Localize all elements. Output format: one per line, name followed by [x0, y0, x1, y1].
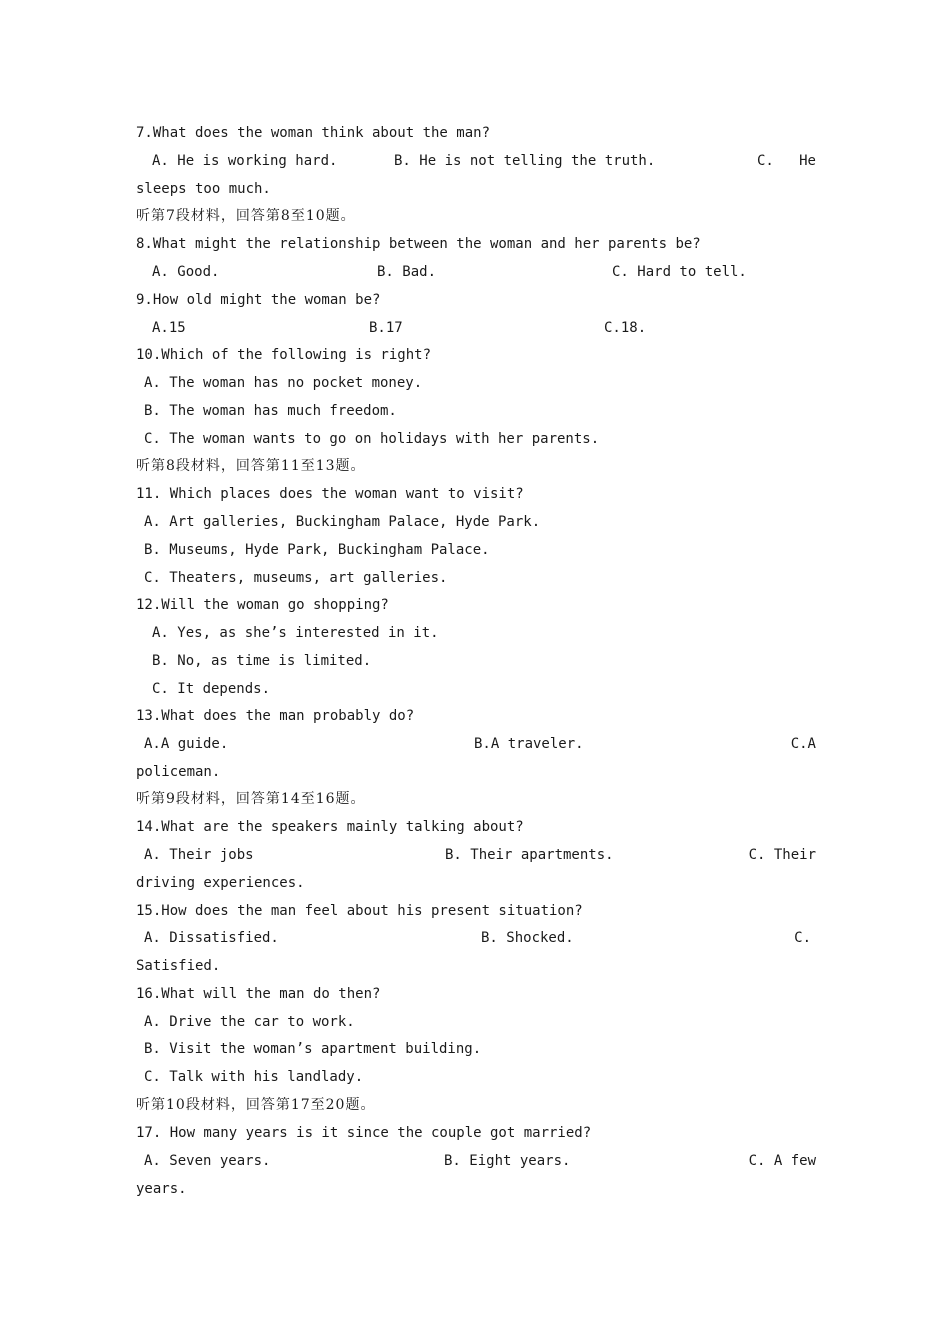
q14-options-row: [136, 845, 816, 865]
q11-option-c-row: [136, 568, 816, 588]
q12-stem: 12.Will the woman go shopping?: [136, 597, 389, 613]
q15-option-c-tail: Satisfied.: [136, 958, 221, 974]
q7-option-a: A. He is working hard.: [152, 153, 338, 169]
q10-stem: 10.Which of the following is right?: [136, 347, 432, 363]
q7-option-b: B. He is not telling the truth.: [394, 153, 656, 169]
q11-option-b-row: [136, 540, 816, 560]
q9-options-row: [136, 318, 816, 338]
q7-options-row: [136, 151, 816, 171]
q7-option-c-tail: sleeps too much.: [136, 181, 271, 197]
q12-option-b-row: [136, 651, 816, 671]
q14-option-b: B. Their apartments.: [445, 847, 614, 863]
q15-option-a: A. Dissatisfied.: [144, 930, 279, 946]
q10-option-b-row: [136, 401, 816, 421]
q16-option-a: A. Drive the car to work.: [144, 1014, 355, 1030]
section-10-heading: 听第10段材料，回答第17至20题。: [136, 1097, 376, 1113]
q17-option-b: B. Eight years.: [444, 1153, 571, 1169]
q7-option-c-head: C. He: [756, 153, 816, 169]
q15-option-b: B. Shocked.: [481, 930, 574, 946]
q9-stem: 9.How old might the woman be?: [136, 292, 381, 308]
q8-option-b: B. Bad.: [377, 264, 437, 280]
section-9-heading: 听第9段材料，回答第14至16题。: [136, 791, 366, 807]
q7-stem: 7.What does the woman think about the man?: [136, 125, 491, 141]
q8-options-row: [136, 262, 816, 282]
q12-option-c: C. It depends.: [152, 681, 271, 697]
q11-option-c: C. Theaters, museums, art galleries.: [144, 570, 448, 586]
q11-stem: 11. Which places does the woman want to visit?: [136, 486, 524, 502]
q14-stem: 14.What are the speakers mainly talking about?: [136, 819, 524, 835]
q16-stem: 16.What will the man do then?: [136, 986, 381, 1002]
q14-option-c-head: C. Their: [748, 847, 816, 863]
q13-stem: 13.What does the man probably do?: [136, 708, 415, 724]
q17-options-row: [136, 1151, 816, 1171]
q10-option-a-row: [136, 373, 816, 393]
q8-stem: 8.What might the relationship between the woman and her parents be?: [136, 236, 701, 252]
q13-options-row: [136, 734, 816, 754]
q13-option-a: A.A guide.: [144, 736, 229, 752]
q11-option-a: A. Art galleries, Buckingham Palace, Hyde Park.: [144, 514, 541, 530]
q10-option-c: C. The woman wants to go on holidays with her parents.: [144, 431, 600, 447]
q15-option-c-head: C.: [794, 930, 811, 946]
q8-option-c: C. Hard to tell.: [612, 264, 747, 280]
q9-option-a: A.15: [152, 320, 186, 336]
q17-option-c-tail: years.: [136, 1181, 187, 1197]
q9-option-c: C.18.: [604, 320, 647, 336]
q16-option-b-row: [136, 1039, 816, 1059]
q11-option-a-row: [136, 512, 816, 532]
q11-option-b: B. Museums, Hyde Park, Buckingham Palace.: [144, 542, 490, 558]
q16-option-c: C. Talk with his landlady.: [144, 1069, 364, 1085]
q16-option-a-row: [136, 1012, 816, 1032]
q17-option-c-head: C. A few: [748, 1153, 816, 1169]
q12-option-b: B. No, as time is limited.: [152, 653, 372, 669]
q14-option-c-tail: driving experiences.: [136, 875, 305, 891]
q12-option-c-row: [136, 679, 816, 699]
section-8-heading: 听第8段材料，回答第11至13题。: [136, 458, 366, 474]
q17-option-a: A. Seven years.: [144, 1153, 271, 1169]
q9-option-b: B.17: [369, 320, 403, 336]
q13-option-c-tail: policeman.: [136, 764, 221, 780]
q12-option-a-row: [136, 623, 816, 643]
q12-option-a: A. Yes, as she’s interested in it.: [152, 625, 439, 641]
q8-option-a: A. Good.: [152, 264, 220, 280]
q10-option-c-row: [136, 429, 816, 449]
q15-options-row: [136, 928, 816, 948]
q13-option-b: B.A traveler.: [474, 736, 584, 752]
q10-option-b: B. The woman has much freedom.: [144, 403, 397, 419]
section-7-heading: 听第7段材料，回答第8至10题。: [136, 208, 356, 224]
q10-option-a: A. The woman has no pocket money.: [144, 375, 423, 391]
q16-option-b: B. Visit the woman’s apartment building.: [144, 1041, 482, 1057]
q17-stem: 17. How many years is it since the couple got married?: [136, 1125, 592, 1141]
q13-option-c-head: C.A: [790, 736, 816, 752]
q14-option-a: A. Their jobs: [144, 847, 254, 863]
q16-option-c-row: [136, 1067, 816, 1087]
q15-stem: 15.How does the man feel about his present situation?: [136, 903, 583, 919]
